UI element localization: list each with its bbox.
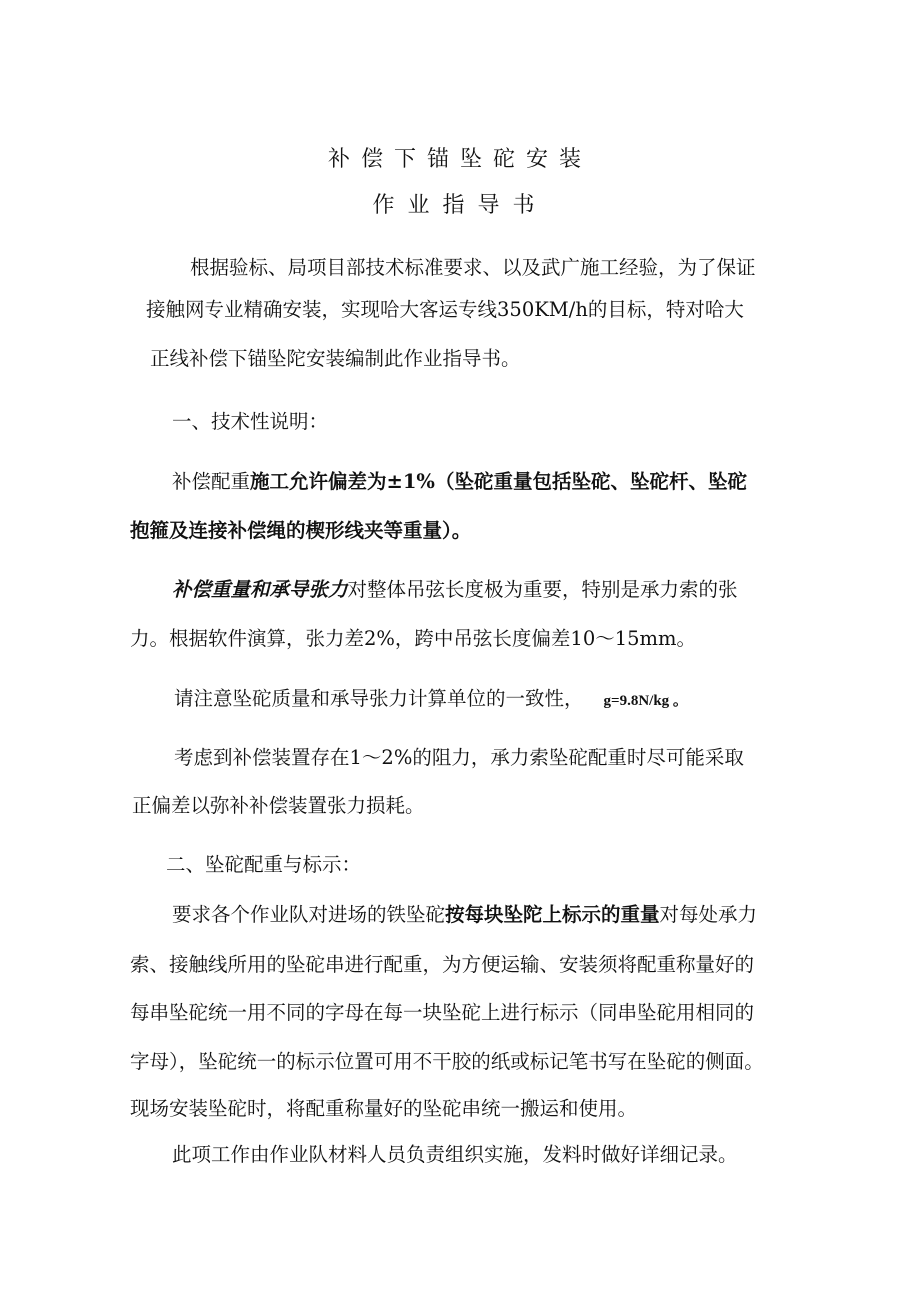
section2-heading: 二、坠砣配重与标示： bbox=[166, 853, 362, 876]
document-title-line2: 作业指导书 bbox=[372, 193, 548, 218]
gravity-formula: g=9.8N/kg 。 bbox=[603, 693, 688, 709]
section1-para2-line1 bbox=[172, 578, 738, 602]
para2-rest-text: 对整体吊弦长度极为重要，特别是承力索的张 bbox=[347, 578, 738, 601]
section2-para2: 此项工作由作业队材料人员负责组织实施，发料时做好详细记录。 bbox=[172, 1143, 738, 1166]
intro-line-3: 正线补偿下锚坠陀安装编制此作业指导书。 bbox=[150, 347, 521, 370]
section2-para1-part2: 对每处承力 bbox=[659, 903, 758, 926]
section2-para1-line3: 每串坠砣统一用不同的字母在每一块坠砣上进行标示（同串坠砣用相同的 bbox=[130, 1001, 755, 1024]
section2-para1-part1: 要求各个作业队对进场的铁坠砣 bbox=[172, 903, 446, 926]
section1-para2-line2: 力。根据软件演算，张力差2%，跨中吊弦长度偏差10～15mm。 bbox=[130, 627, 697, 650]
section1-para1-line2: 抱箍及连接补偿绳的楔形线夹等重量）。 bbox=[130, 519, 472, 542]
section1-para3 bbox=[174, 687, 688, 713]
para2-emphasis-text: 补偿重量和承导张力 bbox=[172, 578, 348, 601]
section1-para4-line2: 正偏差以弥补补偿装置张力损耗。 bbox=[132, 794, 425, 817]
section2-para1-line5: 现场安装坠砣时，将配重称量好的坠砣串统一搬运和使用。 bbox=[130, 1097, 638, 1120]
section2-para1-bold: 按每块坠陀上标示的重量 bbox=[445, 903, 660, 926]
document-title-line1: 补偿下锚坠砣安装 bbox=[327, 147, 592, 172]
intro-line-2: 接触网专业精确安装，实现哈大客运专线350KM/h的目标，特对哈大 bbox=[146, 298, 744, 321]
intro-line-1: 根据验标、局项目部技术标准要求、以及武广施工经验，为了保证 bbox=[190, 256, 756, 279]
section2-para1-line2: 索、接触线所用的坠砣串进行配重，为方便运输、安装须将配重称量好的 bbox=[130, 953, 755, 976]
section1-para4-line1: 考虑到补偿装置存在1～2%的阻力，承力索坠砣配重时尽可能采取 bbox=[174, 746, 744, 769]
para1-normal-text: 补偿配重 bbox=[172, 470, 251, 493]
para1-bold-text: 施工允许偏差为±1%（坠砣重量包括坠砣、坠砣杆、坠砣 bbox=[250, 470, 747, 493]
section1-heading: 一、技术性说明： bbox=[172, 410, 329, 433]
section2-para1-line4: 字母），坠砣统一的标示位置可用不干胶的纸或标记笔书写在坠砣的侧面。 bbox=[130, 1050, 764, 1073]
section2-para1-line1 bbox=[172, 903, 757, 927]
para3-text: 请注意坠砣质量和承导张力计算单位的一致性， bbox=[174, 687, 584, 710]
section1-para1-line1 bbox=[172, 470, 747, 494]
